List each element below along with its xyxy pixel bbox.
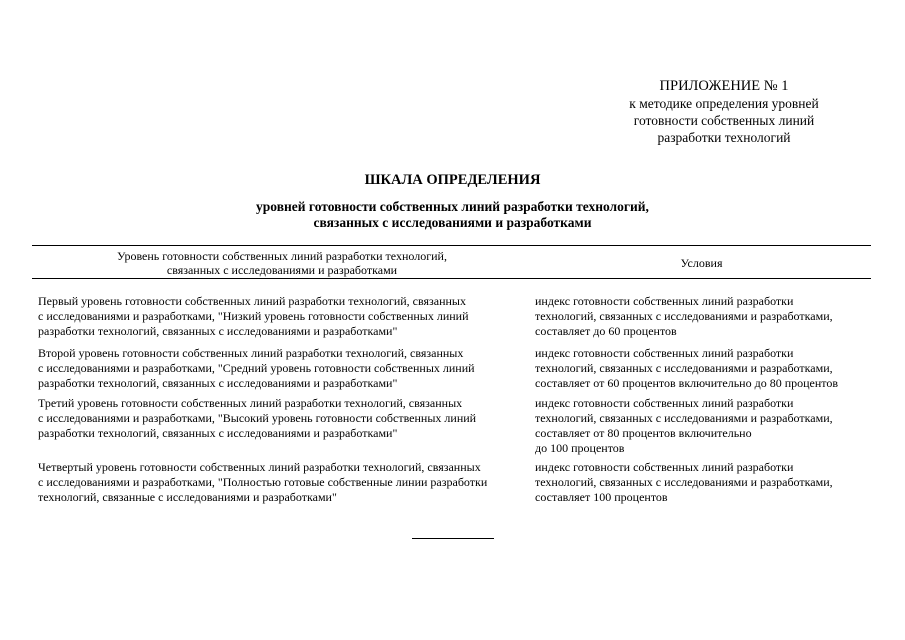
condition-line: технологий, связанных с исследованиями и разработками, [535, 361, 833, 375]
header-level-line: Уровень готовности собственных линий разработки технологий, [117, 249, 447, 263]
condition-line: технологий, связанных с исследованиями и разработками, [535, 475, 833, 489]
condition-line: составляет 100 процентов [535, 490, 668, 504]
condition-cell [535, 396, 875, 456]
condition-cell [535, 294, 875, 339]
level-line: Первый уровень готовности собственных линий разработки технологий, связанных [38, 294, 466, 308]
level-line: технологий, связанные с исследованиями и разработками" [38, 490, 337, 504]
level-line: с исследованиями и разработками, "Средний уровень готовности собственных линий [38, 361, 475, 375]
end-divider [412, 538, 494, 539]
header-level-line: связанных с исследованиями и разработками [166, 263, 398, 277]
appendix-line: готовности собственных линий [633, 113, 815, 128]
header-level-column [32, 249, 532, 277]
condition-line: индекс готовности собственных линий разработки [535, 346, 794, 360]
level-cell [38, 396, 528, 441]
appendix-block [599, 78, 849, 146]
level-cell [38, 346, 528, 391]
condition-line: составляет до 60 процентов [535, 324, 677, 338]
document-title: ШКАЛА ОПРЕДЕЛЕНИЯ [364, 172, 541, 188]
level-cell [38, 294, 528, 339]
condition-line: индекс готовности собственных линий разработки [535, 396, 794, 410]
condition-line: составляет от 60 процентов включительно до 80 процентов [535, 376, 839, 390]
level-line: с исследованиями и разработками, "Низкий уровень готовности собственных линий [38, 309, 469, 323]
subtitle-line: связанных с исследованиями и разработками [313, 215, 592, 230]
level-cell [38, 460, 528, 505]
header-conditions-column: Условия [680, 256, 723, 270]
condition-line: индекс готовности собственных линий разработки [535, 294, 794, 308]
level-line: Третий уровень готовности собственных линий разработки технологий, связанных [38, 396, 463, 410]
level-line: разработки технологий, связанных с исследованиями и разработками" [38, 324, 398, 338]
level-line: с исследованиями и разработками, "Высокий уровень готовности собственных линий [38, 411, 477, 425]
condition-line: индекс готовности собственных линий разработки [535, 460, 794, 474]
level-line: разработки технологий, связанных с исследованиями и разработками" [38, 426, 398, 440]
level-line: Второй уровень готовности собственных линий разработки технологий, связанных [38, 346, 464, 360]
appendix-title: ПРИЛОЖЕНИЕ № 1 [659, 78, 789, 94]
condition-line: технологий, связанных с исследованиями и разработками, [535, 309, 833, 323]
condition-line: составляет от 80 процентов включительно [535, 426, 752, 440]
subtitle-line: уровней готовности собственных линий разработки технологий, [256, 199, 649, 214]
appendix-line: к методике определения уровней [629, 96, 819, 111]
appendix-line: разработки технологий [657, 130, 791, 145]
condition-cell [535, 460, 875, 505]
level-line: Четвертый уровень готовности собственных линий разработки технологий, связанных [38, 460, 481, 474]
level-line: разработки технологий, связанных с исследованиями и разработками" [38, 376, 398, 390]
condition-cell [535, 346, 875, 391]
document-subtitle [0, 199, 905, 231]
level-line: с исследованиями и разработками, "Полностью готовые собственные линии разработки [38, 475, 488, 489]
condition-line: до 100 процентов [535, 441, 625, 455]
table-header [32, 245, 871, 279]
condition-line: технологий, связанных с исследованиями и разработками, [535, 411, 833, 425]
